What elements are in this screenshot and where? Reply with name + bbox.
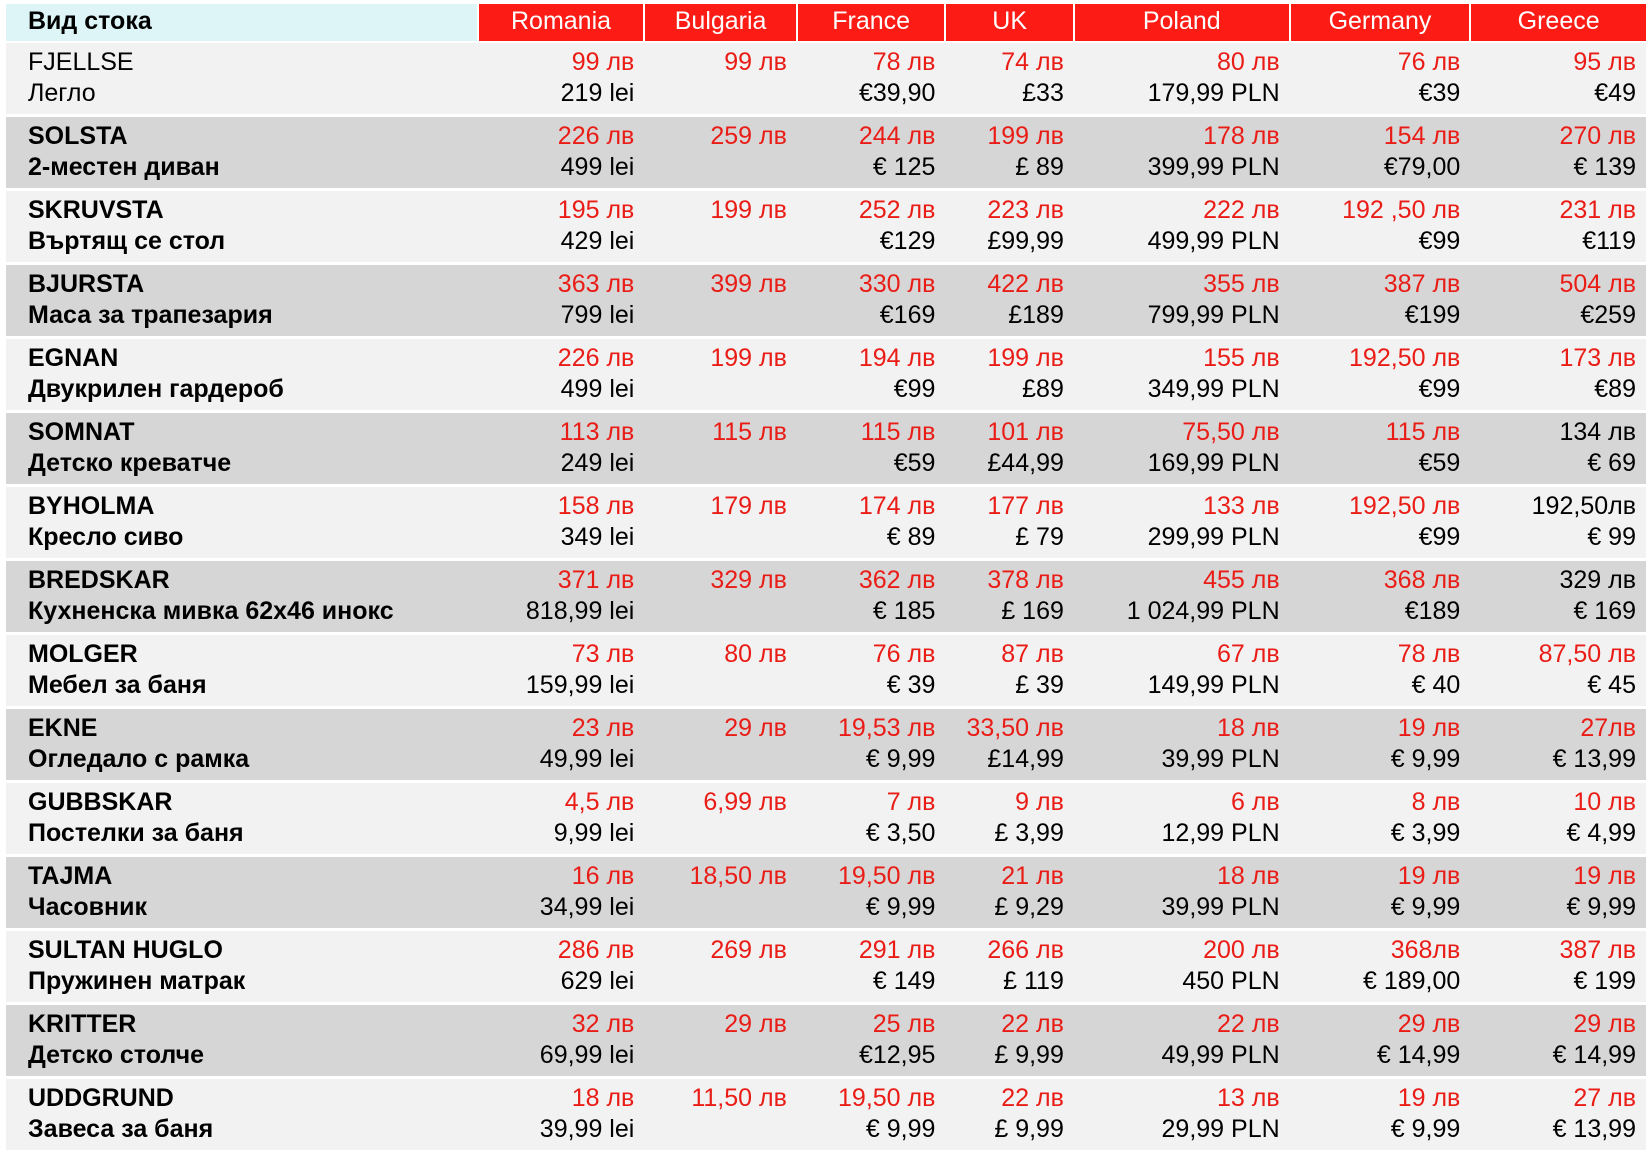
price-local-currency: 818,99 lei xyxy=(478,596,645,634)
price-local-currency xyxy=(644,1114,797,1152)
product-name: SULTAN HUGLO xyxy=(6,930,478,967)
table-row xyxy=(6,1078,1646,1115)
column-header-poland: Poland xyxy=(1074,4,1290,42)
price-bgn: 95 лв xyxy=(1470,42,1646,78)
price-local-currency: € 40 xyxy=(1290,670,1471,708)
product-name: FJELLSE xyxy=(6,42,478,78)
price-local-currency: 9,99 lei xyxy=(478,818,645,856)
price-bgn: 19,53 лв xyxy=(797,708,946,745)
product-name: TAJMA xyxy=(6,856,478,893)
price-local-currency: € 9,99 xyxy=(797,1114,946,1152)
price-local-currency: £ 3,99 xyxy=(945,818,1073,856)
price-bgn: 158 лв xyxy=(478,486,645,523)
price-bgn: 76 лв xyxy=(1290,42,1471,78)
price-bgn: 9 лв xyxy=(945,782,1073,819)
table-row xyxy=(6,190,1646,227)
table-row xyxy=(6,264,1646,301)
price-bgn: 23 лв xyxy=(478,708,645,745)
price-local-currency xyxy=(644,670,797,708)
price-local-currency: € 9,99 xyxy=(1290,892,1471,930)
price-bgn: 74 лв xyxy=(945,42,1073,78)
price-bgn: 99 лв xyxy=(478,42,645,78)
price-local-currency: €119 xyxy=(1470,226,1646,264)
price-bgn: 178 лв xyxy=(1074,116,1290,153)
price-bgn: 75,50 лв xyxy=(1074,412,1290,449)
price-bgn: 6,99 лв xyxy=(644,782,797,819)
product-description: Въртящ се стол xyxy=(6,226,478,264)
price-local-currency: 799 lei xyxy=(478,300,645,338)
product-name: SOLSTA xyxy=(6,116,478,153)
price-bgn: 226 лв xyxy=(478,116,645,153)
price-bgn: 231 лв xyxy=(1470,190,1646,227)
price-bgn: 13 лв xyxy=(1074,1078,1290,1115)
price-local-currency: £ 119 xyxy=(945,966,1073,1004)
price-local-currency: €129 xyxy=(797,226,946,264)
price-local-currency: € 9,99 xyxy=(797,892,946,930)
product-name: UDDGRUND xyxy=(6,1078,478,1115)
product-description: Постелки за баня xyxy=(6,818,478,856)
price-local-currency: € 14,99 xyxy=(1290,1040,1471,1078)
price-local-currency xyxy=(644,596,797,634)
table-row xyxy=(6,892,1646,930)
price-bgn: 199 лв xyxy=(945,116,1073,153)
price-local-currency: € 9,99 xyxy=(797,744,946,782)
product-name: EKNE xyxy=(6,708,478,745)
price-local-currency xyxy=(644,818,797,856)
price-local-currency: 799,99 PLN xyxy=(1074,300,1290,338)
price-bgn: 368лв xyxy=(1290,930,1471,967)
price-local-currency: € 149 xyxy=(797,966,946,1004)
price-bgn: 270 лв xyxy=(1470,116,1646,153)
price-local-currency: € 4,99 xyxy=(1470,818,1646,856)
price-local-currency: € 99 xyxy=(1470,522,1646,560)
price-local-currency xyxy=(644,78,797,116)
table-row xyxy=(6,226,1646,264)
price-bgn: 355 лв xyxy=(1074,264,1290,301)
price-local-currency: 249 lei xyxy=(478,448,645,486)
price-local-currency: 349 lei xyxy=(478,522,645,560)
price-bgn: 363 лв xyxy=(478,264,645,301)
price-bgn: 22 лв xyxy=(945,1078,1073,1115)
price-local-currency: 39,99 lei xyxy=(478,1114,645,1152)
product-description: Завеса за баня xyxy=(6,1114,478,1152)
price-local-currency: £ 39 xyxy=(945,670,1073,708)
price-bgn: 269 лв xyxy=(644,930,797,967)
table-row xyxy=(6,744,1646,782)
price-local-currency xyxy=(644,1040,797,1078)
price-bgn: 286 лв xyxy=(478,930,645,967)
product-description: Детско столче xyxy=(6,1040,478,1078)
product-name: EGNAN xyxy=(6,338,478,375)
price-local-currency: € 189,00 xyxy=(1290,966,1471,1004)
column-header-product: Вид стока xyxy=(6,4,478,42)
product-description: Мебел за баня xyxy=(6,670,478,708)
price-local-currency: £189 xyxy=(945,300,1073,338)
price-bgn: 155 лв xyxy=(1074,338,1290,375)
price-bgn: 33,50 лв xyxy=(945,708,1073,745)
price-local-currency: € 9,99 xyxy=(1290,744,1471,782)
price-local-currency: €39,90 xyxy=(797,78,946,116)
product-name: BREDSKAR xyxy=(6,560,478,597)
product-description: Пружинен матрак xyxy=(6,966,478,1004)
price-local-currency: 39,99 PLN xyxy=(1074,892,1290,930)
column-header-uk: UK xyxy=(945,4,1073,42)
column-header-france: France xyxy=(797,4,946,42)
table-header xyxy=(6,4,1646,42)
price-bgn: 371 лв xyxy=(478,560,645,597)
price-bgn: 18 лв xyxy=(1074,856,1290,893)
price-local-currency: 69,99 lei xyxy=(478,1040,645,1078)
price-local-currency: £ 169 xyxy=(945,596,1073,634)
price-local-currency: € 139 xyxy=(1470,152,1646,190)
price-local-currency: 450 PLN xyxy=(1074,966,1290,1004)
product-name: MOLGER xyxy=(6,634,478,671)
product-description: Огледало с рамка xyxy=(6,744,478,782)
price-local-currency: 219 lei xyxy=(478,78,645,116)
price-local-currency: € 3,50 xyxy=(797,818,946,856)
product-description: Маса за трапезария xyxy=(6,300,478,338)
price-bgn: 244 лв xyxy=(797,116,946,153)
price-local-currency: £89 xyxy=(945,374,1073,412)
table-row xyxy=(6,522,1646,560)
price-local-currency: €39 xyxy=(1290,78,1471,116)
price-local-currency: €99 xyxy=(1290,374,1471,412)
price-bgn: 80 лв xyxy=(1074,42,1290,78)
price-bgn: 192,50 лв xyxy=(1290,486,1471,523)
price-local-currency: 34,99 lei xyxy=(478,892,645,930)
price-bgn: 199 лв xyxy=(644,190,797,227)
price-bgn: 223 лв xyxy=(945,190,1073,227)
price-local-currency: € 185 xyxy=(797,596,946,634)
price-bgn: 226 лв xyxy=(478,338,645,375)
price-local-currency: € 9,99 xyxy=(1290,1114,1471,1152)
price-bgn: 27 лв xyxy=(1470,1078,1646,1115)
price-local-currency: € 13,99 xyxy=(1470,1114,1646,1152)
price-bgn: 7 лв xyxy=(797,782,946,819)
table-row xyxy=(6,78,1646,116)
price-bgn: 18,50 лв xyxy=(644,856,797,893)
price-bgn: 115 лв xyxy=(1290,412,1471,449)
price-local-currency: £99,99 xyxy=(945,226,1073,264)
price-bgn: 179 лв xyxy=(644,486,797,523)
table-row xyxy=(6,634,1646,671)
price-local-currency: 149,99 PLN xyxy=(1074,670,1290,708)
price-local-currency: € 13,99 xyxy=(1470,744,1646,782)
price-bgn: 18 лв xyxy=(478,1078,645,1115)
price-bgn: 4,5 лв xyxy=(478,782,645,819)
price-local-currency: €79,00 xyxy=(1290,152,1471,190)
price-bgn: 154 лв xyxy=(1290,116,1471,153)
price-bgn: 78 лв xyxy=(797,42,946,78)
price-local-currency: 299,99 PLN xyxy=(1074,522,1290,560)
product-description: 2-местен диван xyxy=(6,152,478,190)
price-local-currency: €59 xyxy=(797,448,946,486)
price-local-currency: € 125 xyxy=(797,152,946,190)
price-bgn: 80 лв xyxy=(644,634,797,671)
price-local-currency: 49,99 PLN xyxy=(1074,1040,1290,1078)
price-local-currency: €169 xyxy=(797,300,946,338)
product-name: SKRUVSTA xyxy=(6,190,478,227)
price-bgn: 115 лв xyxy=(644,412,797,449)
product-description: Часовник xyxy=(6,892,478,930)
price-bgn: 11,50 лв xyxy=(644,1078,797,1115)
price-bgn: 101 лв xyxy=(945,412,1073,449)
header-row xyxy=(6,4,1646,42)
price-bgn: 455 лв xyxy=(1074,560,1290,597)
price-local-currency: 499,99 PLN xyxy=(1074,226,1290,264)
price-bgn: 133 лв xyxy=(1074,486,1290,523)
price-local-currency: 159,99 lei xyxy=(478,670,645,708)
price-bgn: 199 лв xyxy=(644,338,797,375)
price-bgn: 32 лв xyxy=(478,1004,645,1041)
table-row xyxy=(6,560,1646,597)
price-local-currency: £33 xyxy=(945,78,1073,116)
price-bgn: 19 лв xyxy=(1290,856,1471,893)
price-bgn: 73 лв xyxy=(478,634,645,671)
price-bgn: 22 лв xyxy=(1074,1004,1290,1041)
price-bgn: 10 лв xyxy=(1470,782,1646,819)
table-row xyxy=(6,818,1646,856)
price-bgn: 18 лв xyxy=(1074,708,1290,745)
product-name: KRITTER xyxy=(6,1004,478,1041)
price-local-currency: 629 lei xyxy=(478,966,645,1004)
price-local-currency: 49,99 lei xyxy=(478,744,645,782)
table-row xyxy=(6,596,1646,634)
table-row xyxy=(6,930,1646,967)
price-local-currency xyxy=(644,448,797,486)
price-local-currency: £ 79 xyxy=(945,522,1073,560)
price-bgn: 19 лв xyxy=(1470,856,1646,893)
price-bgn: 76 лв xyxy=(797,634,946,671)
product-description: Двукрилен гардероб xyxy=(6,374,478,412)
price-bgn: 99 лв xyxy=(644,42,797,78)
product-name: BYHOLMA xyxy=(6,486,478,523)
price-local-currency xyxy=(644,226,797,264)
table-row xyxy=(6,1114,1646,1152)
price-bgn: 29 лв xyxy=(1290,1004,1471,1041)
column-header-bulgaria: Bulgaria xyxy=(644,4,797,42)
price-local-currency: 39,99 PLN xyxy=(1074,744,1290,782)
price-bgn: 259 лв xyxy=(644,116,797,153)
price-local-currency: € 9,99 xyxy=(1470,892,1646,930)
table-row xyxy=(6,42,1646,78)
table-row xyxy=(6,966,1646,1004)
price-local-currency: €189 xyxy=(1290,596,1471,634)
table-row xyxy=(6,856,1646,893)
price-bgn: 199 лв xyxy=(945,338,1073,375)
price-local-currency: €99 xyxy=(797,374,946,412)
price-local-currency: € 3,99 xyxy=(1290,818,1471,856)
price-bgn: 200 лв xyxy=(1074,930,1290,967)
table-row xyxy=(6,486,1646,523)
price-local-currency: £ 89 xyxy=(945,152,1073,190)
price-local-currency: € 69 xyxy=(1470,448,1646,486)
price-bgn: 177 лв xyxy=(945,486,1073,523)
price-bgn: 29 лв xyxy=(644,1004,797,1041)
price-local-currency: €89 xyxy=(1470,374,1646,412)
price-local-currency: €99 xyxy=(1290,522,1471,560)
product-description: Кресло сиво xyxy=(6,522,478,560)
price-local-currency xyxy=(644,744,797,782)
price-bgn: 195 лв xyxy=(478,190,645,227)
price-local-currency xyxy=(644,892,797,930)
price-bgn: 8 лв xyxy=(1290,782,1471,819)
price-local-currency: £ 9,99 xyxy=(945,1114,1073,1152)
price-bgn: 29 лв xyxy=(1470,1004,1646,1041)
price-bgn: 192,50лв xyxy=(1470,486,1646,523)
price-bgn: 266 лв xyxy=(945,930,1073,967)
price-local-currency: £ 9,29 xyxy=(945,892,1073,930)
product-name: GUBBSKAR xyxy=(6,782,478,819)
price-bgn: 29 лв xyxy=(644,708,797,745)
price-local-currency: €49 xyxy=(1470,78,1646,116)
price-local-currency: 29,99 PLN xyxy=(1074,1114,1290,1152)
table-row xyxy=(6,782,1646,819)
price-local-currency xyxy=(644,522,797,560)
price-local-currency: € 14,99 xyxy=(1470,1040,1646,1078)
product-name: BJURSTA xyxy=(6,264,478,301)
table-row xyxy=(6,708,1646,745)
table-row xyxy=(6,152,1646,190)
price-bgn: 87,50 лв xyxy=(1470,634,1646,671)
price-bgn: 19 лв xyxy=(1290,708,1471,745)
product-description: Легло xyxy=(6,78,478,116)
table-row xyxy=(6,448,1646,486)
price-bgn: 387 лв xyxy=(1470,930,1646,967)
column-header-greece: Greece xyxy=(1470,4,1646,42)
table-body xyxy=(6,42,1646,1152)
price-bgn: 19,50 лв xyxy=(797,856,946,893)
price-local-currency: 1 024,99 PLN xyxy=(1074,596,1290,634)
price-local-currency: £ 9,99 xyxy=(945,1040,1073,1078)
price-bgn: 22 лв xyxy=(945,1004,1073,1041)
price-bgn: 67 лв xyxy=(1074,634,1290,671)
price-local-currency: €59 xyxy=(1290,448,1471,486)
price-bgn: 329 лв xyxy=(644,560,797,597)
price-local-currency: 349,99 PLN xyxy=(1074,374,1290,412)
price-bgn: 222 лв xyxy=(1074,190,1290,227)
price-bgn: 422 лв xyxy=(945,264,1073,301)
price-bgn: 174 лв xyxy=(797,486,946,523)
price-local-currency: €199 xyxy=(1290,300,1471,338)
price-bgn: 134 лв xyxy=(1470,412,1646,449)
price-local-currency: € 89 xyxy=(797,522,946,560)
price-bgn: 252 лв xyxy=(797,190,946,227)
price-bgn: 6 лв xyxy=(1074,782,1290,819)
price-bgn: 21 лв xyxy=(945,856,1073,893)
price-bgn: 19 лв xyxy=(1290,1078,1471,1115)
price-bgn: 113 лв xyxy=(478,412,645,449)
price-bgn: 362 лв xyxy=(797,560,946,597)
price-bgn: 368 лв xyxy=(1290,560,1471,597)
price-local-currency: 499 lei xyxy=(478,374,645,412)
table-row xyxy=(6,670,1646,708)
price-local-currency: €99 xyxy=(1290,226,1471,264)
price-bgn: 378 лв xyxy=(945,560,1073,597)
price-local-currency xyxy=(644,966,797,1004)
price-local-currency: €259 xyxy=(1470,300,1646,338)
price-bgn: 173 лв xyxy=(1470,338,1646,375)
price-local-currency: 429 lei xyxy=(478,226,645,264)
column-header-romania: Romania xyxy=(478,4,645,42)
price-bgn: 115 лв xyxy=(797,412,946,449)
price-bgn: 194 лв xyxy=(797,338,946,375)
price-local-currency xyxy=(644,152,797,190)
price-bgn: 87 лв xyxy=(945,634,1073,671)
price-bgn: 387 лв xyxy=(1290,264,1471,301)
price-bgn: 78 лв xyxy=(1290,634,1471,671)
price-bgn: 192 ,50 лв xyxy=(1290,190,1471,227)
price-bgn: 329 лв xyxy=(1470,560,1646,597)
price-bgn: 504 лв xyxy=(1470,264,1646,301)
table-row xyxy=(6,1040,1646,1078)
price-local-currency: €12,95 xyxy=(797,1040,946,1078)
price-comparison-table xyxy=(6,4,1646,1153)
price-local-currency: 179,99 PLN xyxy=(1074,78,1290,116)
product-description: Кухненска мивка 62х46 инокс xyxy=(6,596,478,634)
price-bgn: 399 лв xyxy=(644,264,797,301)
table-row xyxy=(6,1004,1646,1041)
price-local-currency: 399,99 PLN xyxy=(1074,152,1290,190)
price-bgn: 27лв xyxy=(1470,708,1646,745)
product-name: SOMNAT xyxy=(6,412,478,449)
price-bgn: 16 лв xyxy=(478,856,645,893)
price-local-currency: € 45 xyxy=(1470,670,1646,708)
price-local-currency: 499 lei xyxy=(478,152,645,190)
price-bgn: 25 лв xyxy=(797,1004,946,1041)
table-row xyxy=(6,374,1646,412)
price-bgn: 192,50 лв xyxy=(1290,338,1471,375)
price-local-currency: 12,99 PLN xyxy=(1074,818,1290,856)
price-bgn: 19,50 лв xyxy=(797,1078,946,1115)
price-local-currency xyxy=(644,300,797,338)
price-local-currency: € 199 xyxy=(1470,966,1646,1004)
table-row xyxy=(6,412,1646,449)
price-local-currency: £14,99 xyxy=(945,744,1073,782)
price-local-currency: € 169 xyxy=(1470,596,1646,634)
table-row xyxy=(6,300,1646,338)
price-local-currency: 169,99 PLN xyxy=(1074,448,1290,486)
product-description: Детско креватче xyxy=(6,448,478,486)
price-local-currency: £44,99 xyxy=(945,448,1073,486)
price-local-currency: € 39 xyxy=(797,670,946,708)
price-bgn: 291 лв xyxy=(797,930,946,967)
column-header-germany: Germany xyxy=(1290,4,1471,42)
table-row xyxy=(6,116,1646,153)
price-local-currency xyxy=(644,374,797,412)
table-row xyxy=(6,338,1646,375)
price-bgn: 330 лв xyxy=(797,264,946,301)
